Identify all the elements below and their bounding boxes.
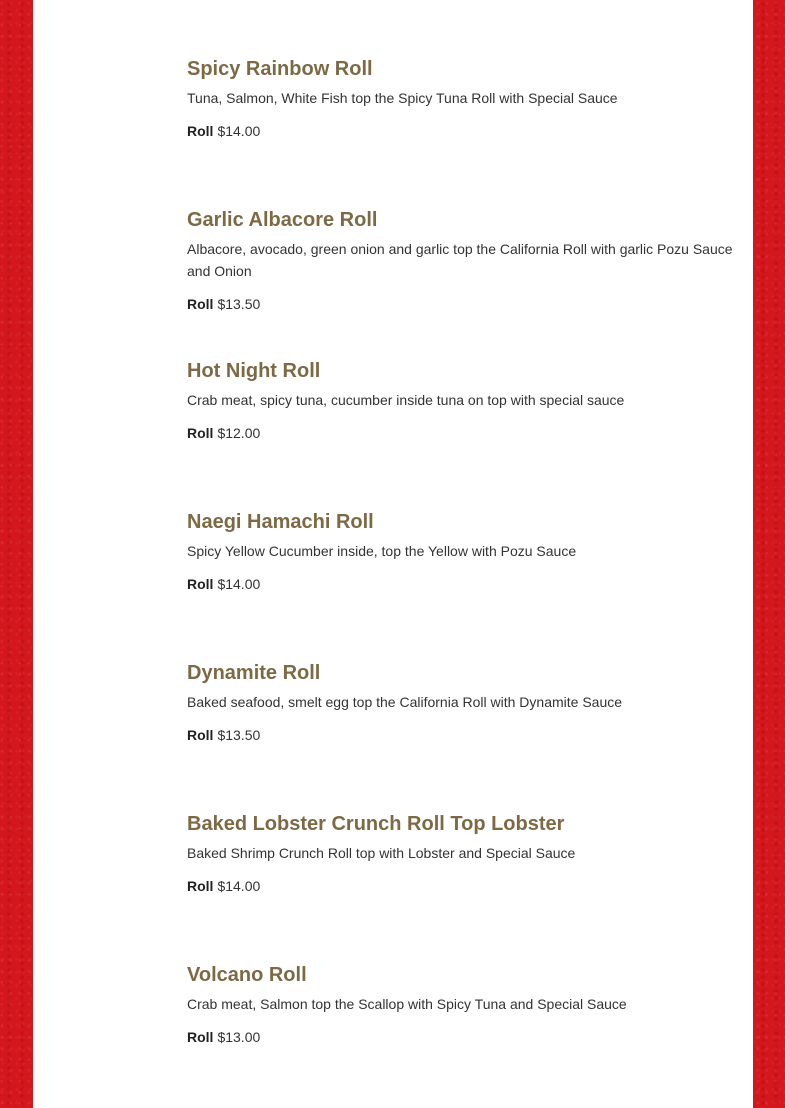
menu-item-description: Albacore, avocado, green onion and garlic top the California Roll with garlic Pozu Sauce and Onion xyxy=(187,241,733,279)
menu-item-name: Dynamite Roll xyxy=(187,662,321,684)
menu-item-description: Tuna, Salmon, White Fish top the Spicy Tuna Roll with Special Sauce xyxy=(187,90,618,106)
price-label: Roll xyxy=(187,727,214,743)
price-label: Roll xyxy=(187,878,214,894)
menu-item xyxy=(187,661,737,746)
menu-item-name: Volcano Roll xyxy=(187,964,307,986)
price-label: Roll xyxy=(187,296,214,312)
menu-page xyxy=(33,0,753,1108)
menu-item-description: Crab meat, Salmon top the Scallop with Spicy Tuna and Special Sauce xyxy=(187,996,627,1012)
price-label: Roll xyxy=(187,576,214,592)
menu-item-description: Baked seafood, smelt egg top the California Roll with Dynamite Sauce xyxy=(187,694,623,710)
menu-item xyxy=(187,812,737,897)
price-value: $13.50 xyxy=(217,296,261,312)
price-value: $14.00 xyxy=(217,576,261,592)
price-value: $14.00 xyxy=(217,123,261,139)
menu-item-name: Naegi Hamachi Roll xyxy=(187,511,374,533)
menu-item-description: Baked Shrimp Crunch Roll top with Lobster and Special Sauce xyxy=(187,845,576,861)
price-value: $13.00 xyxy=(217,1029,261,1045)
menu-item xyxy=(187,57,737,142)
menu-item-description: Spicy Yellow Cucumber inside, top the Yellow with Pozu Sauce xyxy=(187,543,577,559)
menu-item-price-row xyxy=(187,573,737,595)
price-value: $14.00 xyxy=(217,878,261,894)
menu-item xyxy=(187,208,737,315)
menu-item-price-row xyxy=(187,120,737,142)
menu-item-description: Crab meat, spicy tuna, cucumber inside tuna on top with special sauce xyxy=(187,392,625,408)
price-value: $13.50 xyxy=(217,727,261,743)
menu-item-name: Baked Lobster Crunch Roll Top Lobster xyxy=(187,813,565,835)
menu-item-price-row xyxy=(187,724,737,746)
menu-item-price-row xyxy=(187,293,737,315)
price-value: $12.00 xyxy=(217,425,261,441)
menu-item xyxy=(187,510,737,595)
menu-item xyxy=(187,359,737,444)
menu-item-name: Garlic Albacore Roll xyxy=(187,209,378,231)
menu-item-price-row xyxy=(187,1026,737,1048)
menu-item-price-row xyxy=(187,875,737,897)
menu-item-name: Hot Night Roll xyxy=(187,360,321,382)
menu-item-price-row xyxy=(187,422,737,444)
price-label: Roll xyxy=(187,425,214,441)
menu-item xyxy=(187,963,737,1048)
price-label: Roll xyxy=(187,1029,214,1045)
price-label: Roll xyxy=(187,123,214,139)
menu-item-name: Spicy Rainbow Roll xyxy=(187,58,373,80)
